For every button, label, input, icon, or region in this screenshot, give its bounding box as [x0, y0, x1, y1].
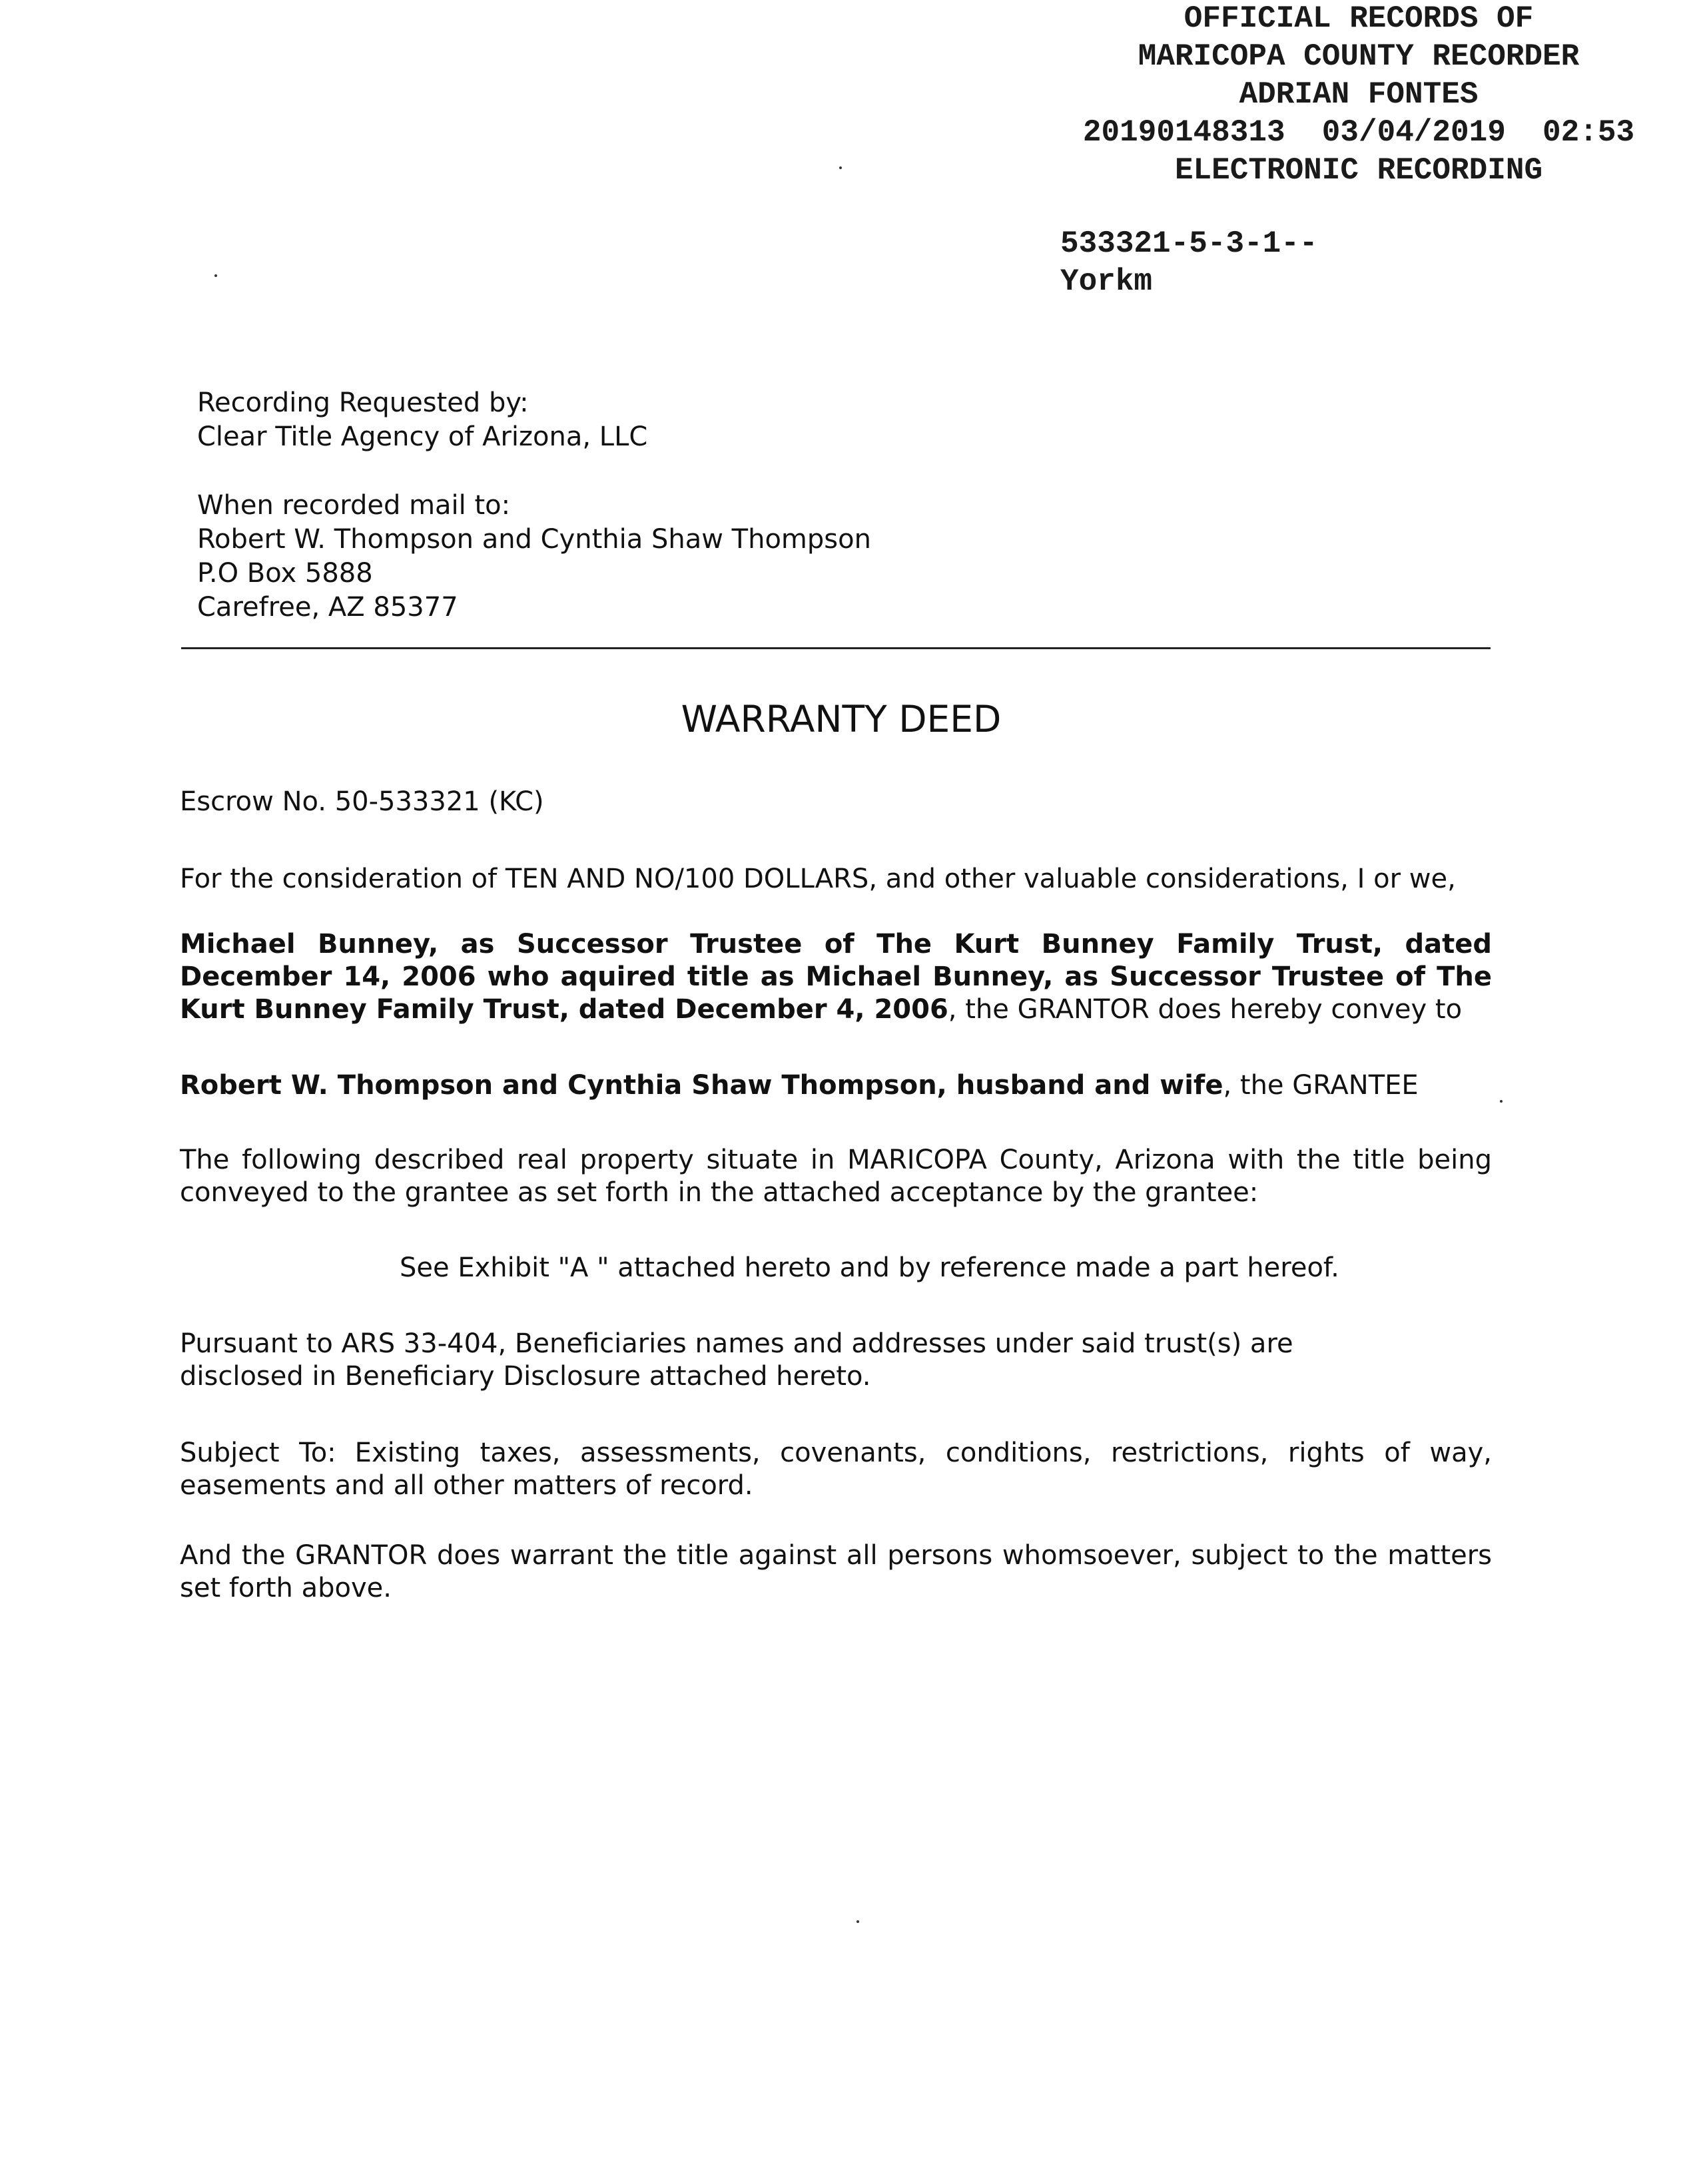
mail-to-address-line2: Carefree, AZ 85377 — [197, 592, 458, 623]
scan-speck — [839, 166, 842, 169]
subject-to-paragraph — [180, 1437, 1492, 1502]
document-title: WARRANTY DEED — [681, 698, 1002, 740]
pursuant-paragraph: Pursuant to ARS 33-404, Beneficiaries names and addresses under said trust(s) are disclosed in Beneficiary Disclosure attached hereto. — [180, 1328, 1293, 1392]
mail-to-block — [197, 489, 871, 625]
stamp-line-official-records: OFFICIAL RECORDS OF — [1184, 1, 1534, 36]
scan-speck — [1500, 1100, 1503, 1103]
subject-to-text: Existing taxes, assessments, covenants, conditions, restrictions, rights of way, easements and all other matters of record. — [180, 1438, 1492, 1501]
subject-to-label: Subject To: — [180, 1438, 336, 1468]
stamp-line-recording-number-date: 20190148313 03/04/2019 02:53 — [1082, 115, 1635, 150]
scan-speck — [856, 1920, 859, 1923]
grantee-clause: , the GRANTEE — [1223, 1070, 1419, 1101]
stamp-line-recorder-name: ADRIAN FONTES — [1239, 77, 1479, 112]
grantor-clause: , the GRANTOR does hereby convey to — [948, 994, 1463, 1025]
header-divider — [181, 647, 1491, 649]
recorder-stamp — [1026, 0, 1692, 190]
stamp-reference-user: Yorkm — [1060, 264, 1153, 299]
grantor-paragraph — [180, 928, 1492, 1026]
stamp-reference — [1060, 225, 1317, 301]
mail-to-label: When recorded mail to: — [197, 490, 511, 521]
grantee-name: Robert W. Thompson and Cynthia Shaw Thompson, husband and wife — [180, 1070, 1223, 1101]
stamp-reference-number: 533321-5-3-1-- — [1060, 226, 1318, 261]
mail-to-address-line1: P.O Box 5888 — [197, 558, 373, 589]
property-description: The following described real property situate in MARICOPA County, Arizona with the title being conveyed to the grantee as set forth in the attached acceptance by the grantee: — [180, 1145, 1492, 1208]
exhibit-reference: See Exhibit "A " attached hereto and by reference made a part hereof. — [400, 1252, 1339, 1283]
consideration-paragraph: For the consideration of TEN AND NO/100 DOLLARS, and other valuable considerations, I or we, — [180, 864, 1456, 894]
stamp-line-electronic-recording: ELECTRONIC RECORDING — [1174, 153, 1543, 188]
stamp-line-county-recorder: MARICOPA COUNTY RECORDER — [1138, 39, 1580, 74]
escrow-number: Escrow No. 50-533321 (KC) — [180, 786, 544, 817]
mail-to-name: Robert W. Thompson and Cynthia Shaw Thompson — [197, 524, 871, 555]
recording-requested-label: Recording Requested by: — [197, 388, 529, 418]
grantee-paragraph — [180, 1069, 1492, 1102]
recording-requested-agency: Clear Title Agency of Arizona, LLC — [197, 421, 648, 452]
scan-speck — [214, 274, 217, 277]
grantor-name: Michael Bunney, as Successor Trustee of The Kurt Bunney Family Trust, dated December 14, 2006 who aquired title as Michael Bunney, as Successor Trustee of The Kurt Bunney Family Trust, dated December 4, 2006 — [180, 929, 1492, 1025]
warranty-clause: And the GRANTOR does warrant the title against all persons whomsoever, subject to the matters set forth above. — [180, 1540, 1492, 1603]
recording-requested-block — [197, 386, 647, 454]
